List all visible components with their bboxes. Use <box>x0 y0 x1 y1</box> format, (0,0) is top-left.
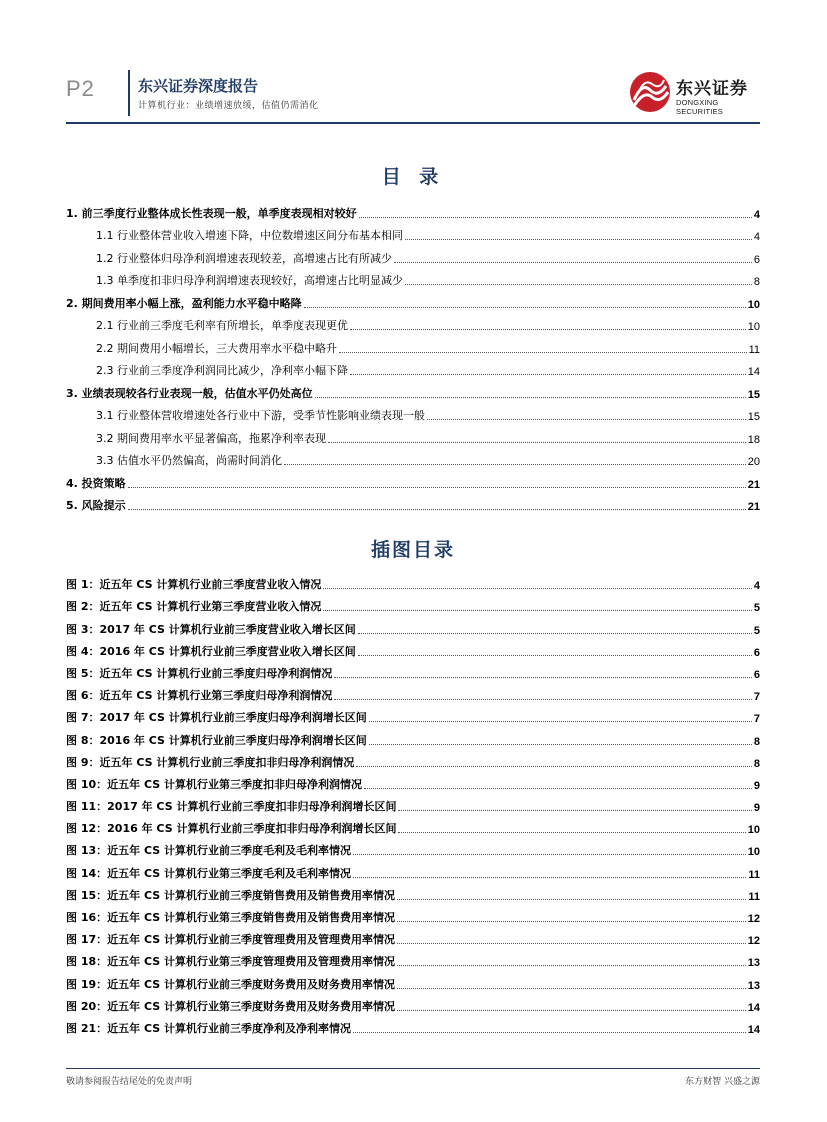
dot-leader <box>350 328 746 330</box>
dot-leader <box>405 238 752 240</box>
entry-title: 2. 期间费用率小幅上涨，盈利能力水平稳中略降 <box>66 296 302 310</box>
figure-entry[interactable] <box>66 792 760 814</box>
toc-entry[interactable] <box>66 243 760 266</box>
dot-leader <box>323 609 752 611</box>
entry-page-number: 14 <box>747 1023 760 1036</box>
figure-entry[interactable] <box>66 592 760 614</box>
entry-page-number: 10 <box>747 298 760 311</box>
entry-title: 图 1：近五年 CS 计算机行业前三季度营业收入情况 <box>66 578 322 592</box>
dot-leader <box>358 654 752 656</box>
entry-page-number: 21 <box>747 478 760 491</box>
dot-leader <box>334 676 752 678</box>
entry-page-number: 20 <box>747 456 760 468</box>
figure-list <box>66 570 760 1036</box>
header-divider <box>128 70 130 116</box>
report-subtitle: 计算机行业：业绩增速放缓，估值仍需消化 <box>138 101 319 111</box>
dot-leader <box>398 831 745 833</box>
dot-leader <box>128 508 746 510</box>
entry-page-number: 11 <box>748 343 760 356</box>
report-title: 东兴证券深度报告 <box>138 77 259 95</box>
dot-leader <box>405 283 752 285</box>
figure-entry[interactable] <box>66 637 760 659</box>
dot-leader <box>334 698 752 700</box>
figure-entry[interactable] <box>66 992 760 1014</box>
entry-title: 2.1 行业前三季度毛利率有所增长，单季度表现更优 <box>96 319 348 332</box>
figure-entry[interactable] <box>66 969 760 991</box>
dot-leader <box>397 920 746 922</box>
entry-page-number: 5 <box>753 602 760 615</box>
entry-title: 图 2：近五年 CS 计算机行业第三季度营业收入情况 <box>66 600 322 614</box>
dot-leader <box>323 587 752 589</box>
dot-leader <box>358 632 752 634</box>
dot-leader <box>350 373 746 375</box>
entry-title: 1.1 行业整体营业收入增速下降，中位数增速区间分布基本相同 <box>96 229 403 242</box>
figure-entry[interactable] <box>66 681 760 703</box>
entry-page-number: 10 <box>747 824 760 837</box>
entry-page-number: 6 <box>753 646 760 659</box>
entry-title: 图 9：近五年 CS 计算机行业前三季度扣非归母净利润情况 <box>66 755 355 769</box>
dongxing-logo-icon <box>628 70 672 114</box>
header-rule <box>66 122 760 124</box>
entry-title: 图 5：近五年 CS 计算机行业前三季度归母净利润情况 <box>66 666 333 680</box>
entry-page-number: 10 <box>747 321 760 333</box>
toc-entry[interactable] <box>66 401 760 424</box>
entry-title: 2.3 行业前三季度净利润同比减少，净利率小幅下降 <box>96 364 348 377</box>
toc-entry[interactable] <box>66 333 760 356</box>
toc-entry[interactable] <box>66 356 760 379</box>
entry-title: 4. 投资策略 <box>66 476 126 490</box>
figure-entry[interactable] <box>66 703 760 725</box>
entry-page-number: 4 <box>753 208 760 221</box>
entry-title: 1. 前三季度行业整体成长性表现一般，单季度表现相对较好 <box>66 206 357 220</box>
dot-leader <box>397 1009 746 1011</box>
entry-page-number: 7 <box>753 691 760 704</box>
dot-leader <box>359 216 752 218</box>
entry-page-number: 5 <box>753 624 760 637</box>
toc-title: 目 录 <box>381 166 445 188</box>
entry-title: 图 15：近五年 CS 计算机行业前三季度销售费用及销售费用率情况 <box>66 888 395 902</box>
entry-page-number: 11 <box>748 868 760 881</box>
dot-leader <box>339 351 747 353</box>
entry-title: 图 19：近五年 CS 计算机行业前三季度财务费用及财务费用率情况 <box>66 977 395 991</box>
entry-page-number: 6 <box>753 668 760 681</box>
company-slogan: 东方财智 兴盛之源 <box>685 1077 760 1087</box>
entry-title: 2.2 期间费用小幅增长，三大费用率水平稳中略升 <box>96 341 337 355</box>
entry-page-number: 10 <box>747 846 760 859</box>
figure-entry[interactable] <box>66 947 760 969</box>
toc-entry[interactable] <box>66 198 760 221</box>
entry-title: 3.3 估值水平仍然偏高，尚需时间消化 <box>96 454 282 467</box>
entry-page-number: 13 <box>747 957 760 970</box>
dot-leader <box>397 942 746 944</box>
toc-entry[interactable] <box>66 378 760 401</box>
entry-page-number: 4 <box>753 580 760 593</box>
entry-page-number: 9 <box>753 802 760 815</box>
dot-leader <box>398 809 751 811</box>
figure-entry[interactable] <box>66 836 760 858</box>
figure-entry[interactable] <box>66 814 760 836</box>
figure-entry[interactable] <box>66 1014 760 1036</box>
entry-title: 图 18：近五年 CS 计算机行业第三季度管理费用及管理费用率情况 <box>66 955 395 969</box>
toc-entry[interactable] <box>66 311 760 334</box>
entry-title: 图 6：近五年 CS 计算机行业第三季度归母净利润情况 <box>66 689 333 703</box>
dot-leader <box>284 463 746 465</box>
entry-title: 3. 业绩表现较各行业表现一般，估值水平仍处高位 <box>66 386 313 400</box>
dot-leader <box>315 396 746 398</box>
toc-entry[interactable] <box>66 221 760 244</box>
entry-title: 图 4：2016 年 CS 计算机行业前三季度营业收入增长区间 <box>66 644 356 658</box>
entry-title: 图 21：近五年 CS 计算机行业前三季度净利及净利率情况 <box>66 1021 351 1035</box>
dot-leader <box>328 441 746 443</box>
dot-leader <box>353 853 746 855</box>
dot-leader <box>356 765 752 767</box>
dot-leader <box>397 898 746 900</box>
entry-page-number: 11 <box>748 890 760 903</box>
entry-title: 5. 风险提示 <box>66 499 126 512</box>
dot-leader <box>369 720 752 722</box>
entry-title: 图 11：2017 年 CS 计算机行业前三季度扣非归母净利润增长区间 <box>66 800 397 814</box>
entry-title: 1.3 单季度扣非归母净利润增速表现较好，高增速占比明显减少 <box>96 274 403 287</box>
entry-page-number: 21 <box>747 501 760 513</box>
entry-page-number: 7 <box>753 713 760 726</box>
dot-leader <box>353 1031 746 1033</box>
entry-page-number: 14 <box>747 1001 760 1014</box>
dot-leader <box>427 418 746 420</box>
footer-rule <box>66 1068 760 1069</box>
entry-title: 图 13：近五年 CS 计算机行业前三季度毛利及毛利率情况 <box>66 844 351 858</box>
entry-page-number: 8 <box>753 276 760 288</box>
entry-page-number: 18 <box>747 433 760 446</box>
entry-title: 图 12：2016 年 CS 计算机行业前三季度扣非归母净利润增长区间 <box>66 822 397 836</box>
entry-title: 图 7：2017 年 CS 计算机行业前三季度归母净利润增长区间 <box>66 711 367 725</box>
dot-leader <box>353 876 746 878</box>
dot-leader <box>394 261 752 263</box>
toc-entry[interactable] <box>66 266 760 289</box>
figure-entry[interactable] <box>66 659 760 681</box>
entry-title: 图 10：近五年 CS 计算机行业第三季度扣非归母净利润情况 <box>66 777 362 791</box>
entry-page-number: 9 <box>753 779 760 792</box>
entry-page-number: 15 <box>747 411 760 423</box>
dot-leader <box>397 987 746 989</box>
figure-entry[interactable] <box>66 570 760 592</box>
figure-entry[interactable] <box>66 858 760 880</box>
entry-title: 图 16：近五年 CS 计算机行业第三季度销售费用及销售费用率情况 <box>66 911 395 924</box>
logo-text-en: DONGXING SECURITIES <box>676 98 724 116</box>
logo-text-cn: 东兴证券 <box>676 79 748 99</box>
toc-entry[interactable] <box>66 491 760 514</box>
toc-list <box>66 198 760 513</box>
company-logo <box>628 70 764 116</box>
entry-title: 图 14：近五年 CS 计算机行业第三季度毛利及毛利率情况 <box>66 866 351 880</box>
entry-page-number: 4 <box>753 231 760 243</box>
figure-entry[interactable] <box>66 614 760 636</box>
page-number: P2 <box>66 76 95 101</box>
disclaimer-note: 敬请参阅报告结尾处的免责声明 <box>66 1077 193 1087</box>
entry-page-number: 14 <box>747 366 760 378</box>
toc-entry[interactable] <box>66 468 760 491</box>
entry-title: 图 20：近五年 CS 计算机行业第三季度财务费用及财务费用率情况 <box>66 999 395 1013</box>
dot-leader <box>304 306 746 308</box>
entry-title: 图 3：2017 年 CS 计算机行业前三季度营业收入增长区间 <box>66 622 356 636</box>
entry-title: 1.2 行业整体归母净利润增速表现较差，高增速占比有所减少 <box>96 251 392 265</box>
entry-title: 图 17：近五年 CS 计算机行业前三季度管理费用及管理费用率情况 <box>66 933 395 947</box>
figure-entry[interactable] <box>66 925 760 947</box>
figure-entry[interactable] <box>66 881 760 903</box>
entry-title: 3.1 行业整体营收增速处各行业中下游，受季节性影响业绩表现一般 <box>96 409 425 422</box>
entry-page-number: 12 <box>747 935 760 948</box>
dot-leader <box>397 964 746 966</box>
figure-entry[interactable] <box>66 770 760 792</box>
entry-page-number: 13 <box>747 979 760 992</box>
entry-page-number: 6 <box>753 253 760 266</box>
entry-title: 图 8：2016 年 CS 计算机行业前三季度归母净利润增长区间 <box>66 733 367 747</box>
entry-page-number: 8 <box>753 735 760 748</box>
dot-leader <box>364 787 752 789</box>
entry-page-number: 12 <box>747 913 760 925</box>
toc-entry[interactable] <box>66 423 760 446</box>
dot-leader <box>369 743 752 745</box>
entry-page-number: 15 <box>747 388 760 401</box>
figure-list-title: 插图目录 <box>370 539 455 561</box>
toc-entry[interactable] <box>66 288 760 311</box>
dot-leader <box>128 486 746 488</box>
figure-entry[interactable] <box>66 725 760 747</box>
entry-title: 3.2 期间费用率水平显著偏高，拖累净利率表现 <box>96 431 326 445</box>
figure-entry[interactable] <box>66 748 760 770</box>
entry-page-number: 8 <box>753 757 760 770</box>
figure-entry[interactable] <box>66 903 760 925</box>
toc-entry[interactable] <box>66 446 760 469</box>
